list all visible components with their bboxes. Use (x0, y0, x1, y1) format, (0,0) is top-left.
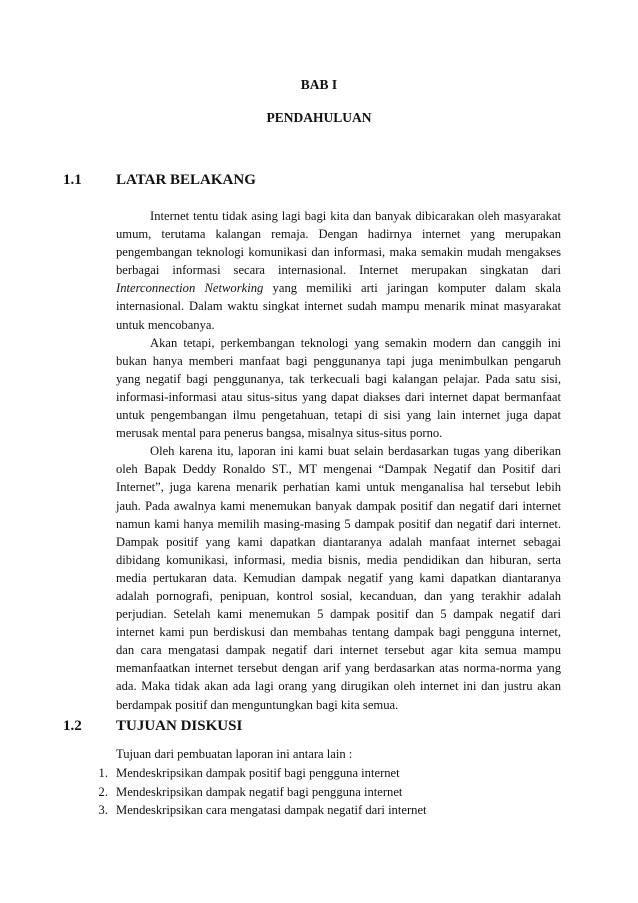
list-item-number: 1. (98, 766, 108, 780)
paragraph-1: Internet tentu tidak asing lagi bagi kita dan banyak dibicarakan oleh masyarakat umum, terutama kalangan remaja. Dengan hadirnya internet yang merupakan pengembangan teknologi komunikasi dan informasi, maka semakin mudah mengakses berbagai informasi secara internasional. Internet merupakan singkatan dari Interconnection Networking yang memiliki arti jaringan komputer dalam skala internasional. Dalam waktu singkat internet sudah mampu menarik minat masyarakat untuk mencobanya. (116, 209, 561, 332)
list-item-text: Mendeskripsikan dampak positif bagi pengguna internet (116, 766, 400, 780)
section-intro: Tujuan dari pembuatan laporan ini antara lain : (116, 747, 353, 761)
paragraph-3: Oleh karena itu, laporan ini kami buat selain berdasarkan tugas yang diberikan oleh Bapak Deddy Ronaldo ST., MT mengenai “Dampak Negatif dan Positif dari Internet”, juga karena menarik perhatian kami untuk menganalisa hal tersebut lebih jauh. Pada awalnya kami menemukan banyak dampak positif dan negatif dari internet namun kami hanya memilih masing-masing 5 dampak positif dan negatif dari internet. Dampak positif yang kami dapatkan diantaranya adalah manfaat internet sebagai dibidang komunikasi, informasi, media bisnis, media pendidikan dan hiburan, serta media pertukaran data. Kemudian dampak negatif yang kami dapatkan diantaranya adalah pornografi, penipuan, kontrol sosial, kecanduan, dan yang terakhir adalah perjudian. Setelah kami menemukan 5 dampak positif dan 5 dampak negatif dari internet kami pun berdiskusi dan membahas tentang dampak bagi pengguna internet, dan cara mengatasi dampak negatif dari internet tersebut agar kita semua mampu memanfaatkan internet tersebut dengan arif yang berdasarkan atas norma-norma yang ada. Maka tidak akan ada lagi orang yang dirugikan oleh internet ini dan justru akan berdampak positif dan menguntungkan bagi kita semua. (116, 444, 561, 712)
section-number: 1.1 (63, 172, 82, 188)
section-number: 1.2 (63, 718, 82, 734)
paragraph-2: Akan tetapi, perkembangan teknologi yang semakin modern dan canggih ini bukan hanya memberi manfaat bagi penggunanya tapi juga menimbulkan pengaruh yang negatif bagi penggunanya, tak terkecuali bagi kalangan pelajar. Pada satu sisi, informasi-informasi atau situs-situs yang dapat diakses dari internet dapat bermanfaat untuk pengembangan ilmu pengetahuan, tetapi di sisi yang lain internet juga dapat merusak mental para penerus bangsa, misalnya situs-situs porno. (116, 335, 561, 441)
section-title: LATAR BELAKANG (116, 172, 256, 188)
section-body-latar-belakang (116, 207, 561, 714)
list-item-number: 2. (98, 784, 108, 799)
section-title: TUJUAN DISKUSI (116, 718, 243, 734)
chapter-label: BAB I (300, 77, 338, 92)
list-item-text: Mendeskripsikan dampak negatif bagi pengguna internet (116, 784, 403, 799)
chapter-title: PENDAHULUAN (266, 110, 372, 125)
emphasis-term: Interconnection Networking (116, 281, 264, 296)
list-item-number: 3. (98, 803, 108, 818)
list-item-text: Mendeskripsikan cara mengatasi dampak negatif dari internet (116, 803, 427, 818)
